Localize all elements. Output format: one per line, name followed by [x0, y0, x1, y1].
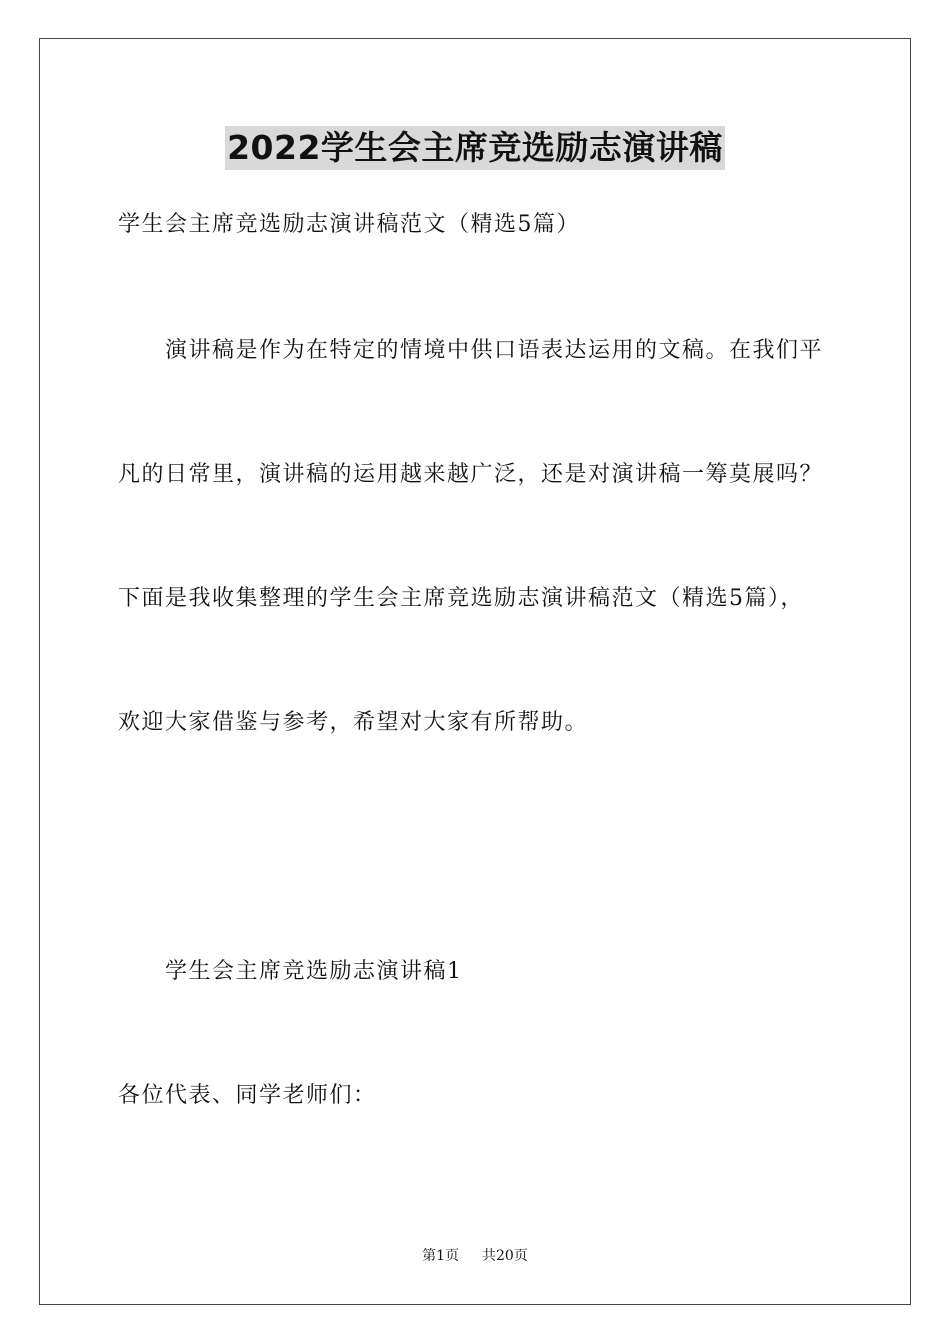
section-heading: 学生会主席竞选励志演讲稿1 — [165, 959, 463, 984]
page-footer — [0, 1247, 950, 1265]
document-title: 2022学生会主席竞选励志演讲稿 — [225, 126, 725, 170]
page-number: 第1页 — [422, 1248, 460, 1264]
total-pages: 共20页 — [482, 1248, 528, 1264]
document-subtitle: 学生会主席竞选励志演讲稿范文（精选5篇） — [118, 212, 580, 237]
intro-line-1: 演讲稿是作为在特定的情境中供口语表达运用的文稿。在我们平 — [165, 338, 824, 363]
intro-line-4: 欢迎大家借鉴与参考，希望对大家有所帮助。 — [118, 710, 589, 735]
salutation: 各位代表、同学老师们： — [118, 1083, 377, 1108]
intro-line-3: 下面是我收集整理的学生会主席竞选励志演讲稿范文（精选5篇）， — [118, 586, 804, 611]
intro-line-2: 凡的日常里，演讲稿的运用越来越广泛，还是对演讲稿一筹莫展吗？ — [118, 462, 824, 487]
title-container — [0, 126, 950, 170]
